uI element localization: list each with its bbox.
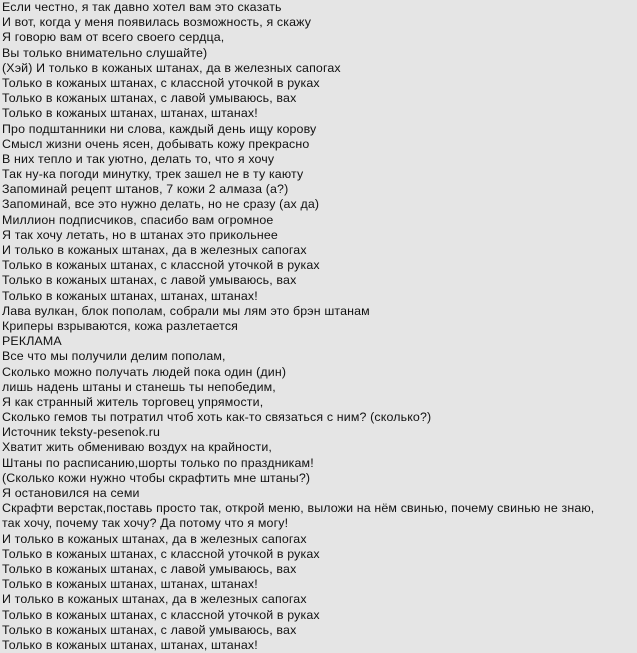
lyric-line: Запоминай рецепт штанов, 7 кожи 2 алмаза (а?) <box>2 182 289 197</box>
lyric-line: Только в кожаных штанах, штанах, штанах! <box>2 288 258 303</box>
lyric-line: Только в кожаных штанах, штанах, штанах! <box>2 637 258 652</box>
lyric-line: Я говорю вам от всего своего сердца, <box>2 30 225 45</box>
lyric-line: В них тепло и так уютно, делать то, что я хочу <box>2 151 275 166</box>
lyric-line: Лава вулкан, блок пополам, собрали мы лям это брэн штанам <box>2 303 370 318</box>
lyric-line: Только в кожаных штанах, с классной уточкой в руках <box>2 607 320 622</box>
lyric-line: Только в кожаных штанах, с лавой умываюсь, вах <box>2 622 297 637</box>
lyric-line: (Хэй) И только в кожаных штанах, да в железных сапогах <box>2 60 341 75</box>
lyric-line: Сколько можно получать людей пока один (дин) <box>2 364 287 379</box>
lyric-line: лишь надень штаны и станешь ты непобедим, <box>2 379 276 394</box>
lyric-line: Только в кожаных штанах, с лавой умываюсь, вах <box>2 561 297 576</box>
lyric-line: так хочу, почему так хочу? Да потому что я могу! <box>2 516 289 531</box>
lyric-line: Если честно, я так давно хотел вам это сказать <box>2 0 282 14</box>
lyric-line: Запоминай, все это нужно делать, но не сразу (ах да) <box>2 197 320 212</box>
lyric-line: Я так хочу летать, но в штанах это прикольнее <box>2 227 278 242</box>
lyric-line: Сколько гемов ты потратил чтоб хоть как-то связаться с ним? (сколько?) <box>2 410 432 425</box>
lyric-line: (Сколько кожи нужно чтобы скрафтить мне штаны?) <box>2 470 311 485</box>
lyric-line: Я как странный житель торговец упрямости, <box>2 394 264 409</box>
lyric-line: Про подштанники ни слова, каждый день ищу корову <box>2 121 317 136</box>
lyric-line: Только в кожаных штанах, с классной уточкой в руках <box>2 75 320 90</box>
lyric-line: И только в кожаных штанах, да в железных сапогах <box>2 531 307 546</box>
lyric-line: Только в кожаных штанах, штанах, штанах! <box>2 577 258 592</box>
lyric-line: Смысл жизни очень ясен, добывать кожу прекрасно <box>2 136 310 151</box>
lyric-line: Только в кожаных штанах, с лавой умываюсь, вах <box>2 273 297 288</box>
lyric-line: Только в кожаных штанах, с лавой умываюсь, вах <box>2 91 297 106</box>
lyric-line: Штаны по расписанию,шорты только по праздникам! <box>2 455 314 470</box>
lyric-line: Миллион подписчиков, спасибо вам огромное <box>2 212 274 227</box>
lyric-line: РЕКЛАМА <box>2 334 62 349</box>
lyric-line: Только в кожаных штанах, с классной уточкой в руках <box>2 258 320 273</box>
lyric-line: Вы только внимательно слушайте) <box>2 45 208 60</box>
lyric-line: Все что мы получили делим пополам, <box>2 349 226 364</box>
lyric-line: И только в кожаных штанах, да в железных сапогах <box>2 243 307 257</box>
lyric-line: Я остановился на семи <box>2 486 140 500</box>
lyric-line: И только в кожаных штанах, да в железных сапогах <box>2 592 307 607</box>
lyric-line: Только в кожаных штанах, с классной уточкой в руках <box>2 546 320 561</box>
lyric-line: Хватит жить обмениваю воздух на крайности, <box>2 440 273 455</box>
lyric-line: Криперы взрываются, кожа разлетается <box>2 318 239 333</box>
lyric-line: Источник teksty-pesenok.ru <box>2 425 161 440</box>
lyric-line: Скрафти верстак,поставь просто так, открой меню, выложи на нём свинью, почему свинью не знаю, <box>2 501 595 516</box>
lyric-line: Так ну-ка погоди минутку, трек зашел не в ту каюту <box>2 167 304 182</box>
lyric-line: И вот, когда у меня появилась возможность, я скажу <box>2 15 312 30</box>
lyric-line: Только в кожаных штанах, штанах, штанах! <box>2 106 258 121</box>
